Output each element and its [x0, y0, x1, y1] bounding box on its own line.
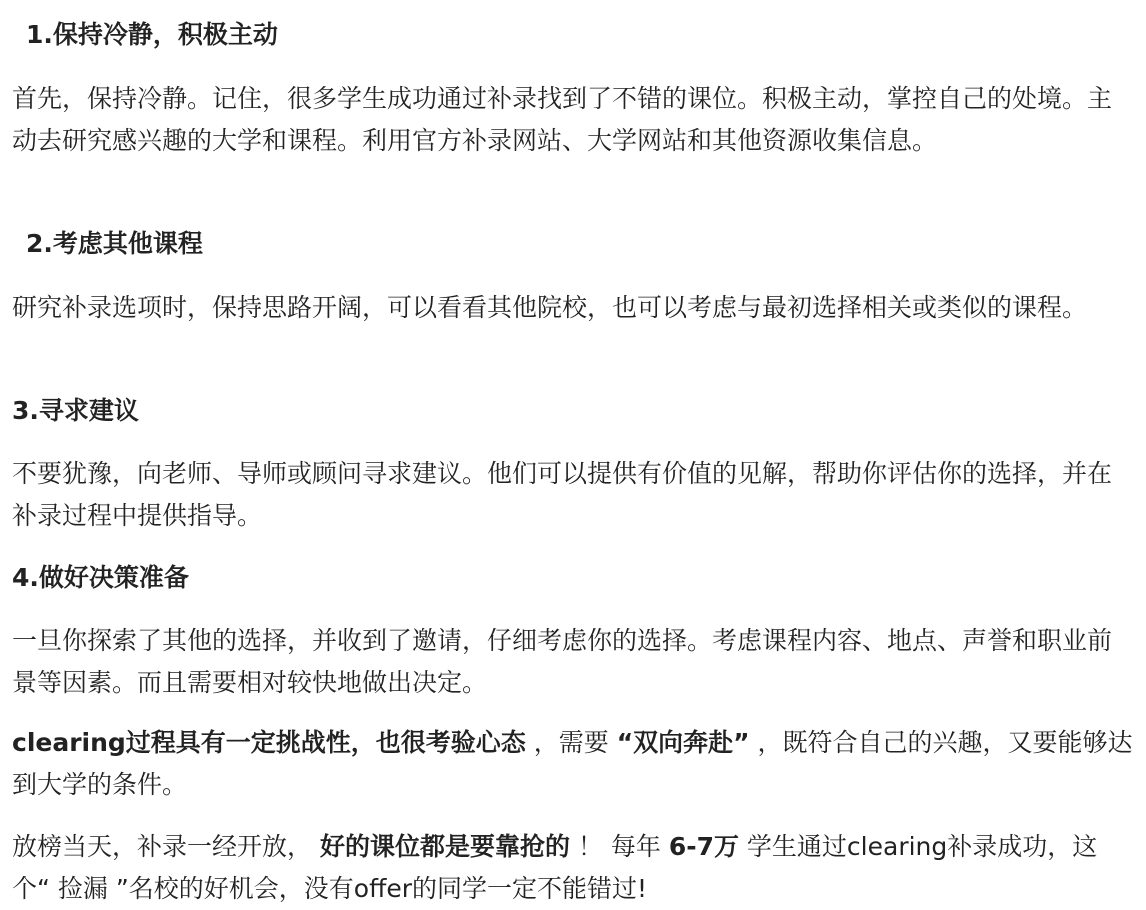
- section-4-heading: 4.做好决策准备: [12, 563, 189, 592]
- closing-1-text-2: ，既符合自己的兴趣，又要能够达到大学的条件。: [12, 728, 1133, 799]
- closing-2-bold-1: 好的课位都是要靠抢的: [319, 832, 570, 861]
- section-3-body: 不要犹豫，向老师、导师或顾问寻求建议。他们可以提供有价值的见解，帮助你评估你的选择，并在补录过程中提供指导。: [12, 459, 1113, 530]
- closing-2-text-3: 学生通过clearing补录成功，这个“ 捡漏 ”名校的好机会，没有offer的同学一定不能错过!: [12, 832, 1098, 903]
- closing-paragraph-1: [12, 722, 1134, 805]
- closing-1-bold-1: clearing过程具有一定挑战性，也很考验心态: [12, 728, 526, 757]
- section-3-heading: 3.寻求建议: [12, 396, 139, 425]
- section-1-heading: 1.保持冷静，积极主动: [26, 20, 278, 49]
- closing-2-text-1: 放榜当天，补录一经开放，: [12, 832, 320, 861]
- closing-1-bold-2: “双向奔赴”: [616, 728, 750, 757]
- section-2-heading: 2.考虑其他课程: [26, 229, 203, 258]
- section-2-body: 研究补录选项时，保持思路开阔，可以看看其他院校，也可以考虑与最初选择相关或类似的课程。: [12, 293, 1088, 322]
- closing-1-text-1: ，需要: [525, 728, 617, 757]
- section-1-body: 首先，保持冷静。记住，很多学生成功通过补录找到了不错的课位。积极主动，掌控自己的处境。主动去研究感兴趣的大学和课程。利用官方补录网站、大学网站和其他资源收集信息。: [12, 84, 1113, 155]
- closing-2-text-2: ！ 每年: [569, 832, 669, 861]
- closing-paragraph-2: [12, 826, 1134, 909]
- closing-2-bold-2: 6-7万: [668, 832, 739, 861]
- section-4-body: 一旦你探索了其他的选择，并收到了邀请，仔细考虑你的选择。考虑课程内容、地点、声誉和职业前景等因素。而且需要相对较快地做出决定。: [12, 626, 1113, 697]
